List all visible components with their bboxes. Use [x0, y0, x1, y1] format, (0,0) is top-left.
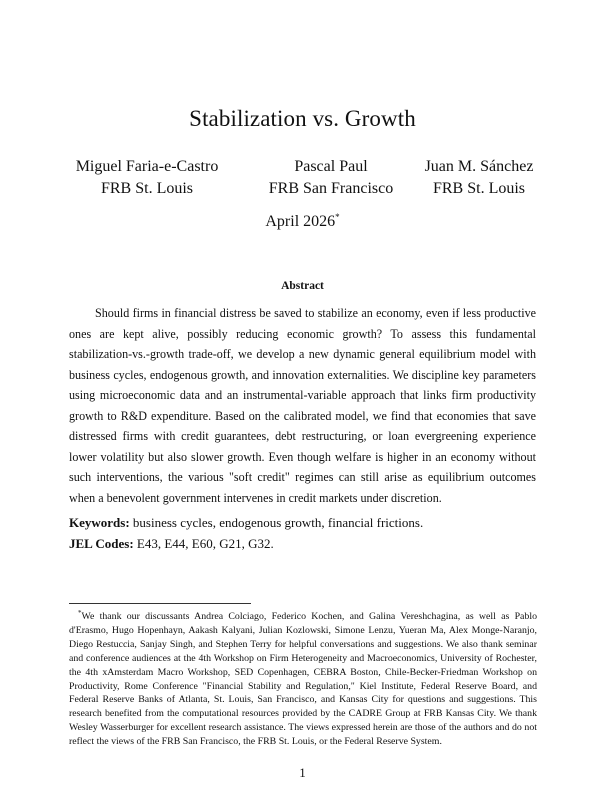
- footnote-text: We thank our discussants Andrea Colciago, Federico Kochen, and Galina Vereshchagina, as well as Pablo d'Erasmo, Hugo Hopenhayn, Aakash Kalyani, Julian Kozlowski, Simone Lenzu, Yueran Ma, Alex Monge-Naranjo, Diego Restuccia, Sanjay Singh, and Stephen Terry for helpful conversations and suggestions. We also thank seminar and conference audiences at the 4th Workshop on Firm Heterogeneity and Macroeconomics, University of Rochester, the 4th xAmsterdam Macro Workshop, SED Copenhagen, CEBRA Boston, Chile-Becker-Friedman Workshop on Productivity, Rome Conference "Financial Stability and Regulation," Kiel Institute, Federal Reserve Board, and Federal Reserve Banks of Atlanta, St. Louis, San Francisco, and Kansas City for questions and suggestions. This research benefited from the computational resources provided by the CADRE Group at FRB Kansas City. We thank Wesley Wasserburger for excellent research assistance. The views expressed herein are those of the authors and do not reflect the views of the FRB San Francisco, the FRB St. Louis, or the Federal Reserve System.: [69, 611, 537, 748]
- keywords-line: [69, 515, 549, 531]
- abstract-text: Should firms in financial distress be saved to stabilize an economy, even if less productive ones are kept alive, possibly reducing economic growth? To assess this fundamental stabilization-vs.-growth trade-off, we develop a new dynamic general equilibrium model with business cycles, endogenous growth, and innovation externalities. We discipline key parameters using microeconomic data and an instrumental-variable approach that links firm productivity growth to R&D expenditure. Based on the calibrated model, we find that economies that save distressed firms with credit guarantees, debt restructuring, or loan evergreening experience lower volatility but also slower growth. Even though welfare is higher in an economy without such interventions, the various "soft credit" regimes can still arise as equilibrium outcomes when a benevolent government intervenes in credit markets under discretion.: [69, 306, 536, 505]
- date-text: April 2026: [265, 213, 336, 230]
- paper-date: [0, 212, 605, 231]
- author-3: [394, 156, 564, 200]
- author-name: Juan M. Sánchez: [424, 158, 534, 175]
- footnote-mark: *: [78, 609, 82, 617]
- page-number: 1: [299, 765, 306, 780]
- paper-title: Stabilization vs. Growth: [189, 106, 416, 131]
- footnote-mark: *: [335, 212, 340, 222]
- jel-codes-line: [69, 536, 549, 552]
- author-affiliation: FRB St. Louis: [100, 180, 194, 197]
- author-affiliation: FRB San Francisco: [268, 180, 394, 197]
- abstract-heading: Abstract: [281, 280, 324, 292]
- keywords-label: Keywords:: [69, 515, 130, 530]
- author-name: Miguel Faria-e-Castro: [75, 158, 219, 175]
- author-1: [62, 156, 232, 200]
- author-affiliation: FRB St. Louis: [432, 180, 526, 197]
- jel-codes-text: E43, E44, E60, G21, G32.: [136, 536, 274, 551]
- footnote-rule: [69, 603, 251, 604]
- footnote: [69, 607, 537, 749]
- author-2: [262, 156, 400, 200]
- author-name: Pascal Paul: [294, 158, 368, 175]
- keywords-text: business cycles, endogenous growth, financial frictions.: [132, 515, 424, 530]
- jel-codes-label: JEL Codes:: [69, 536, 134, 551]
